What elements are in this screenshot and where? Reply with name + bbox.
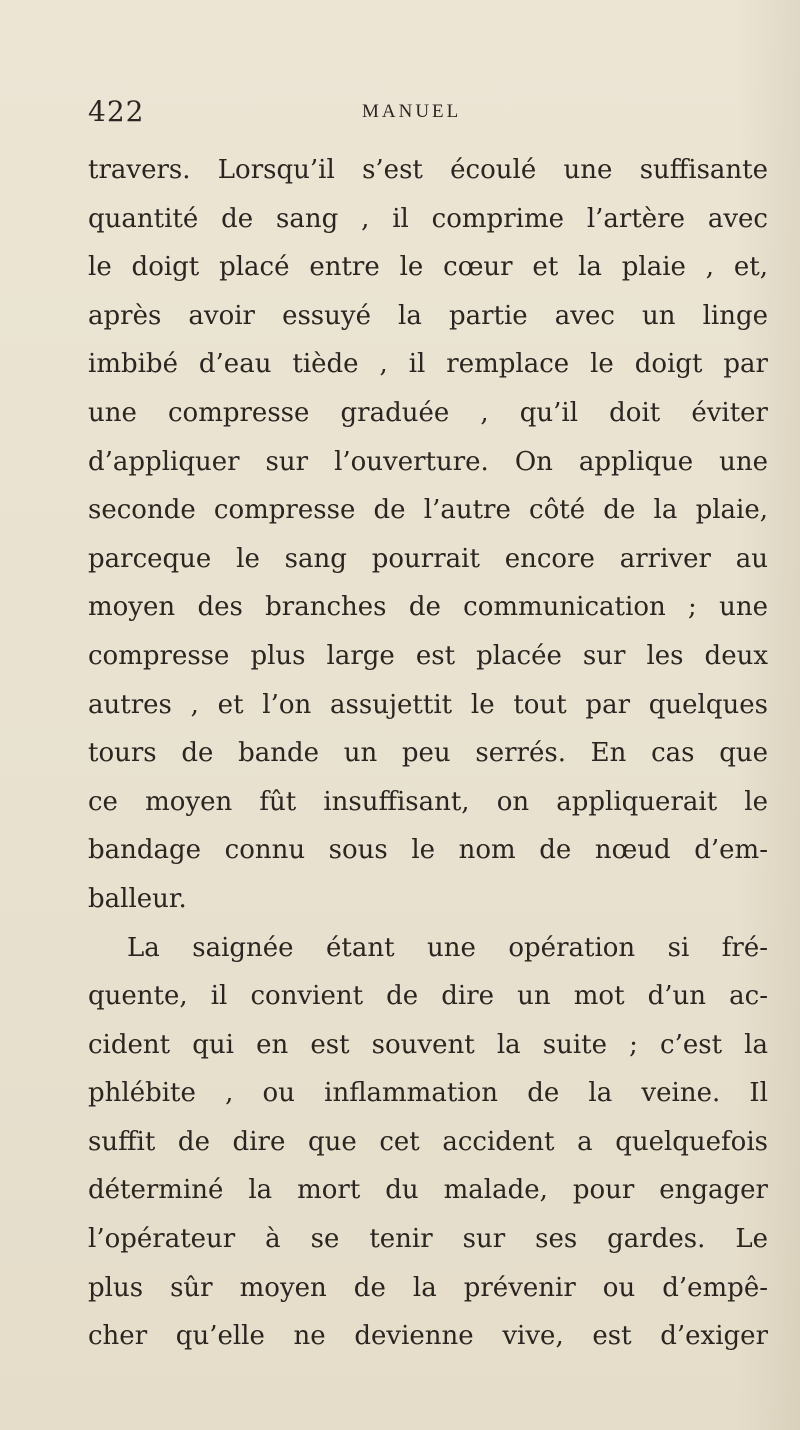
text-line: déterminé la mort du malade, pour engager — [88, 1175, 768, 1206]
text-line: imbibé d’eau tiède , il remplace le doigt par — [88, 349, 768, 380]
paragraph-2 — [88, 924, 768, 1361]
running-head: MANUEL — [362, 101, 462, 122]
text-line: le doigt placé entre le cœur et la plaie , et, — [88, 252, 768, 283]
text-line: d’appliquer sur l’ouverture. On applique une — [88, 446, 768, 477]
page-header — [0, 95, 800, 135]
text-line: parceque le sang pourrait encore arriver au — [88, 543, 768, 574]
text-line: balleur. — [88, 883, 187, 914]
text-line: une compresse graduée , qu’il doit éviter — [88, 397, 768, 428]
text-line: l’opérateur à se tenir sur ses gardes. Le — [88, 1224, 768, 1255]
paragraph-1 — [88, 146, 768, 924]
text-line: La saignée étant une opération si fré- — [127, 932, 768, 963]
page-number: 422 — [88, 95, 145, 128]
text-line: après avoir essuyé la partie avec un linge — [88, 300, 768, 331]
text-line: phlébite , ou inflammation de la veine. Il — [88, 1078, 768, 1109]
text-line: autres , et l’on assujettit le tout par quelques — [88, 689, 768, 720]
text-line: suffit de dire que cet accident a quelquefois — [88, 1126, 768, 1157]
text-line: tours de bande un peu serrés. En cas que — [88, 738, 768, 769]
text-line: moyen des branches de communication ; une — [88, 592, 768, 623]
body-text — [88, 146, 768, 1361]
text-line: compresse plus large est placée sur les deux — [88, 640, 768, 671]
text-line: plus sûr moyen de la prévenir ou d’empê- — [88, 1272, 768, 1303]
text-line: ce moyen fût insuffisant, on appliquerait le — [88, 786, 768, 817]
text-line: cher qu’elle ne devienne vive, est d’exiger — [88, 1321, 768, 1352]
text-line: seconde compresse de l’autre côté de la plaie, — [88, 495, 768, 526]
text-line: bandage connu sous le nom de nœud d’em- — [88, 835, 768, 866]
text-line: quantité de sang , il comprime l’artère avec — [88, 203, 768, 234]
text-line: quente, il convient de dire un mot d’un ac- — [88, 981, 768, 1012]
text-line: cident qui en est souvent la suite ; c’est la — [88, 1029, 768, 1060]
text-line: travers. Lorsqu’il s’est écoulé une suffisante — [88, 155, 768, 185]
